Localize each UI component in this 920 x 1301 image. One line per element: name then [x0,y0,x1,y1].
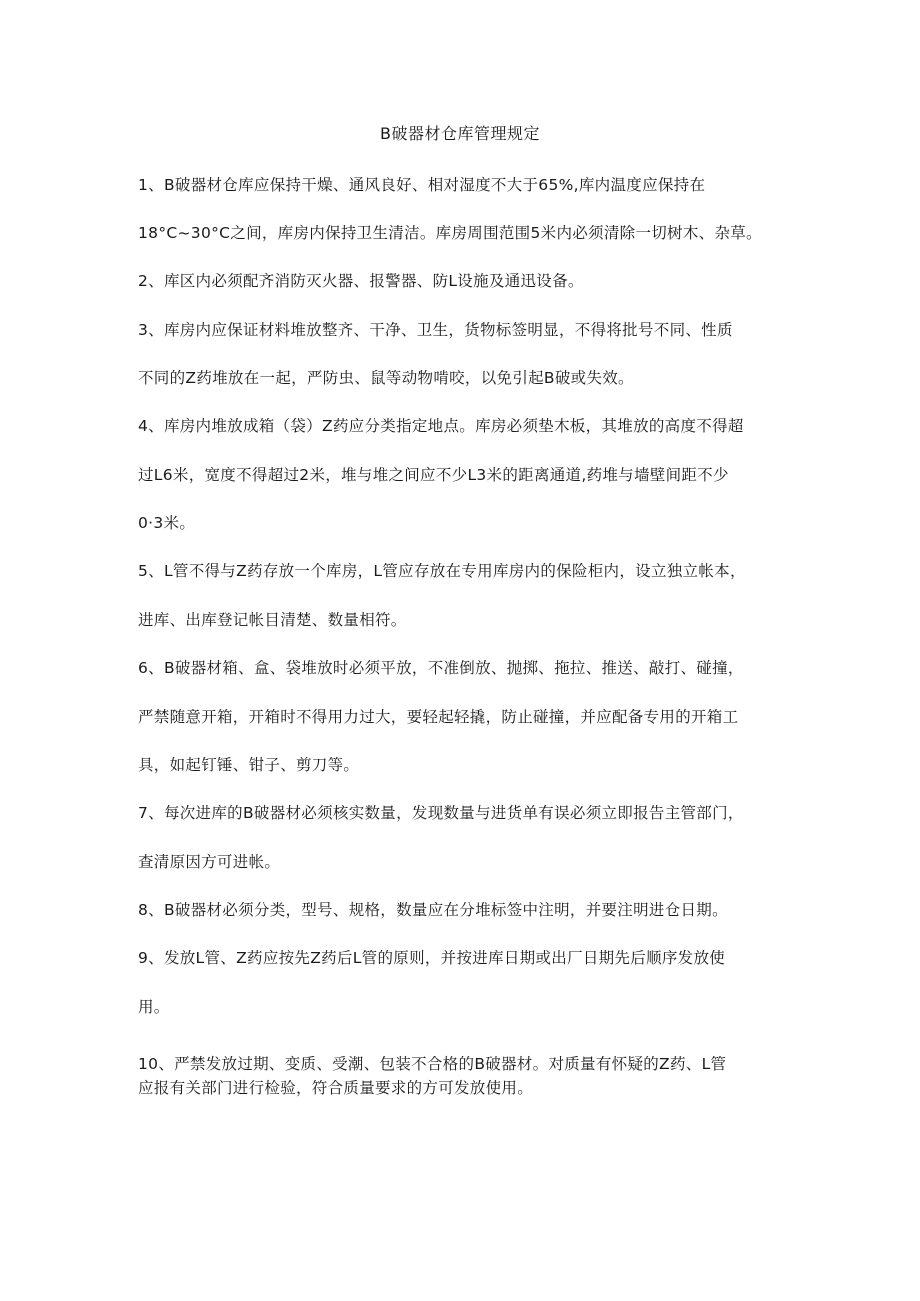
rule-3-line-1: 3、库房内应保证材料堆放整齐、干净、卫生，货物标签明显，不得将批号不同、性质 [138,321,733,339]
rule-5-line-1: 5、L管不得与Z药存放一个库房，L管应存放在专用库房内的保险柜内，设立独立帐本， [138,562,746,580]
rule-1-line-1: 1、B破器材仓库应保持干燥、通风良好、相对湿度不大于65%,库内温度应保持在 [138,176,706,194]
rule-4-line-1: 4、库房内堆放成箱（袋）Z药应分类指定地点。库房必须垫木板，其堆放的高度不得超 [138,417,744,435]
rule-4-line-2: 过L6米，宽度不得超过2米，堆与堆之间应不少L3米的距离通道,药堆与墙壁间距不少 [138,466,729,484]
rule-2-line-1: 2、库区内必须配齐消防灭火器、报警器、防L设施及通迅设备。 [138,272,584,290]
rule-3-line-2: 不同的Z药堆放在一起，严防虫、鼠等动物啃咬，以免引起B破或失效。 [138,369,634,387]
rule-7-line-2: 查清原因方可进帐。 [138,853,281,871]
rule-9-line-1: 9、发放L管、Z药应按先Z药后L管的原则，并按进库日期或出厂日期先后顺序发放使 [138,949,726,967]
rule-7-line-1: 7、每次进库的B破器材必须核实数量，发现数量与进货单有误必须立即报告主管部门， [138,804,744,822]
rule-5-line-2: 进库、出库登记帐目清楚、数量相符。 [138,611,407,629]
rule-10-line-1: 10、严禁发放过期、变质、受潮、包装不合格的B破器材。对质量有怀疑的Z药、L管 [138,1055,727,1073]
rule-4-line-3: 0·3米。 [138,514,196,532]
rule-6-line-2: 严禁随意开箱，开箱时不得用力过大，要轻起轻撬，防止碰撞，并应配备专用的开箱工 [138,708,739,726]
rule-6-line-3: 具，如起钉锤、钳子、剪刀等。 [138,756,360,774]
rule-10-line-2: 应报有关部门进行检验，符合质量要求的方可发放使用。 [138,1079,534,1097]
rule-1-line-2: 18°C~30°C之间，库房内保持卫生清洁。库房周围范围5米内必须清除一切树木、杂草。 [138,224,762,242]
rule-6-line-1: 6、B破器材箱、盒、袋堆放时必须平放，不准倒放、抛掷、拖拉、推送、敲打、碰撞， [138,659,744,677]
document-title: B破器材仓库管理规定 [380,124,540,143]
rule-8-line-1: 8、B破器材必须分类，型号、规格，数量应在分堆标签中注明，并要注明进仓日期。 [138,901,728,919]
rule-9-line-2: 用。 [138,998,170,1016]
